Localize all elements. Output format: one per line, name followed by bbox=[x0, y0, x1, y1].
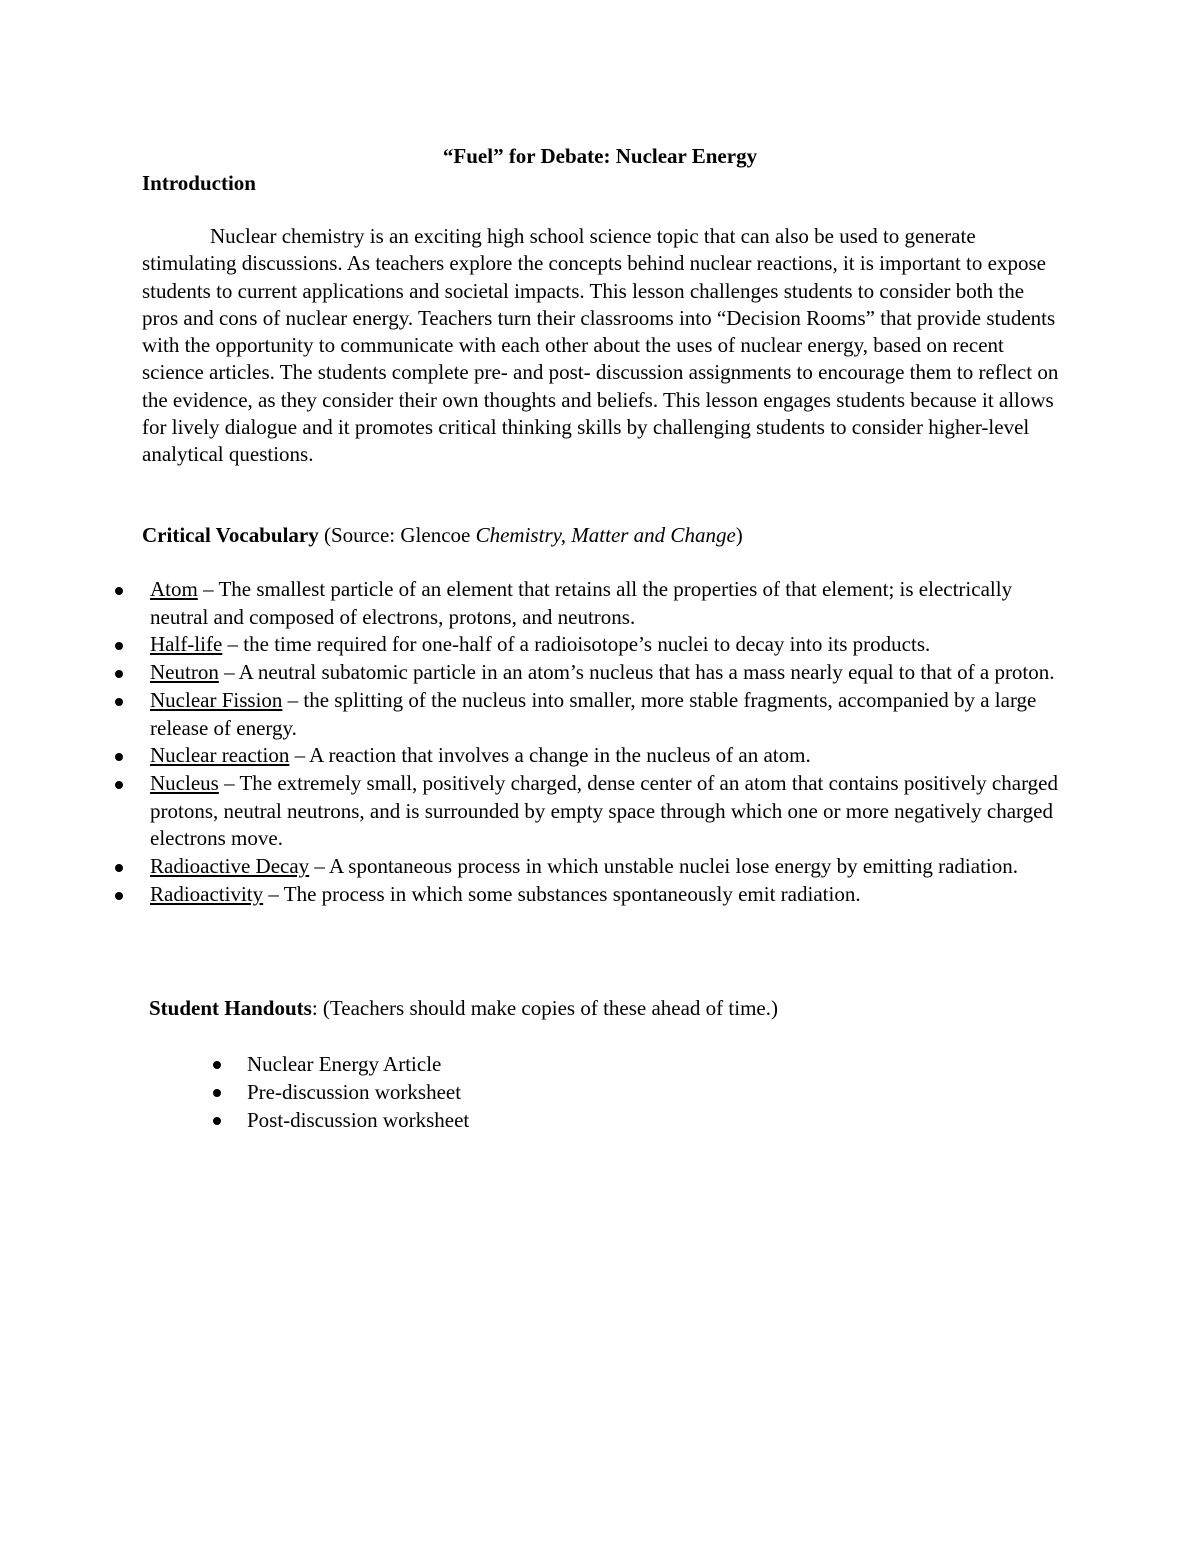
vocab-term: Nucleus bbox=[150, 770, 219, 795]
vocabulary-list bbox=[0, 576, 1200, 908]
page-title: “Fuel” for Debate: Nuclear Energy bbox=[442, 144, 758, 168]
bullet-icon bbox=[115, 892, 123, 900]
vocab-term: Radioactive Decay bbox=[150, 854, 310, 879]
vocab-term: Nuclear Fission bbox=[150, 687, 283, 712]
vocab-definition: – A spontaneous process in which unstable nuclei lose energy by emitting radiation. bbox=[309, 854, 1018, 879]
vocab-term: Atom bbox=[150, 577, 198, 601]
bullet-icon bbox=[213, 1061, 221, 1069]
vocab-term: Half-life bbox=[150, 632, 223, 657]
vocab-definition: – The extremely small, positively charged, dense center of an atom that contains positively charged protons, neutral neutrons, and is surrounded by empty space through which one or more negatively charged electrons move. bbox=[150, 770, 1058, 851]
bullet-icon bbox=[115, 587, 123, 595]
list-item bbox=[0, 853, 1060, 881]
bullet-icon bbox=[213, 1089, 221, 1097]
vocab-definition: – A reaction that involves a change in the nucleus of an atom. bbox=[289, 743, 811, 768]
vocab-definition: – The smallest particle of an element that retains all the properties of that element; is electrically neutral and composed of electrons, protons, and neutrons. bbox=[150, 577, 1013, 629]
vocab-definition: – the time required for one-half of a radioisotope’s nuclei to decay into its products. bbox=[222, 632, 931, 657]
list-item bbox=[0, 1106, 1200, 1134]
vocab-term: Nuclear reaction bbox=[150, 743, 290, 768]
list-item bbox=[0, 1078, 1200, 1106]
handout-item: Nuclear Energy Article bbox=[247, 1052, 442, 1076]
vocab-term: Neutron bbox=[150, 660, 219, 685]
bullet-icon bbox=[213, 1117, 221, 1125]
vocabulary-source-title: Chemistry, Matter and Change bbox=[475, 523, 736, 547]
handout-item: Pre-discussion worksheet bbox=[247, 1080, 462, 1104]
vocabulary-heading bbox=[142, 521, 743, 549]
introduction-paragraph: Nuclear chemistry is an exciting high school science topic that can also be used to generate stimulating discussions. As teachers explore the concepts behind nuclear reactions, it is important to expose students to current applications and societal impacts. This lesson challenges students to consider both the pros and cons of nuclear energy. Teachers turn their classrooms into “Decision Rooms” that provide students with the opportunity to communicate with each other about the uses of nuclear energy, based on recent science articles. The students complete pre- and post- discussion assignments to encourage them to reflect on the evidence, as they consider their own thoughts and beliefs. This lesson engages students because it allows for lively dialogue and it promotes critical thinking skills by challenging students to consider higher-level analytical questions. bbox=[142, 224, 1059, 467]
bullet-icon bbox=[115, 698, 123, 706]
vocab-definition: – The process in which some substances spontaneously emit radiation. bbox=[263, 881, 861, 906]
list-item bbox=[0, 687, 1060, 742]
bullet-icon bbox=[115, 642, 123, 650]
list-item bbox=[0, 659, 1060, 687]
vocab-term: Radioactivity bbox=[150, 881, 264, 906]
vocab-definition: – the splitting of the nucleus into smaller, more stable fragments, accompanied by a large release of energy. bbox=[150, 687, 1037, 740]
handouts-note: : (Teachers should make copies of these ahead of time.) bbox=[311, 996, 778, 1020]
handouts-heading bbox=[149, 994, 778, 1022]
list-item bbox=[0, 576, 1060, 631]
bullet-icon bbox=[115, 781, 123, 789]
handouts-list bbox=[0, 1050, 1200, 1134]
handouts-heading-label: Student Handouts bbox=[149, 996, 312, 1020]
list-item bbox=[0, 770, 1060, 853]
vocabulary-source-prefix: (Source: Glencoe bbox=[318, 523, 476, 547]
list-item bbox=[0, 1050, 1200, 1078]
list-item bbox=[0, 631, 1060, 659]
vocabulary-heading-label: Critical Vocabulary bbox=[142, 523, 319, 547]
introduction-heading: Introduction bbox=[142, 171, 256, 195]
bullet-icon bbox=[115, 864, 123, 872]
list-item bbox=[0, 881, 1060, 909]
bullet-icon bbox=[115, 670, 123, 678]
list-item bbox=[0, 742, 1060, 770]
vocabulary-source-suffix: ) bbox=[735, 523, 743, 547]
vocab-definition: – A neutral subatomic particle in an atom’s nucleus that has a mass nearly equal to that of a proton. bbox=[218, 660, 1055, 685]
handout-item: Post-discussion worksheet bbox=[247, 1108, 470, 1132]
bullet-icon bbox=[115, 753, 123, 761]
